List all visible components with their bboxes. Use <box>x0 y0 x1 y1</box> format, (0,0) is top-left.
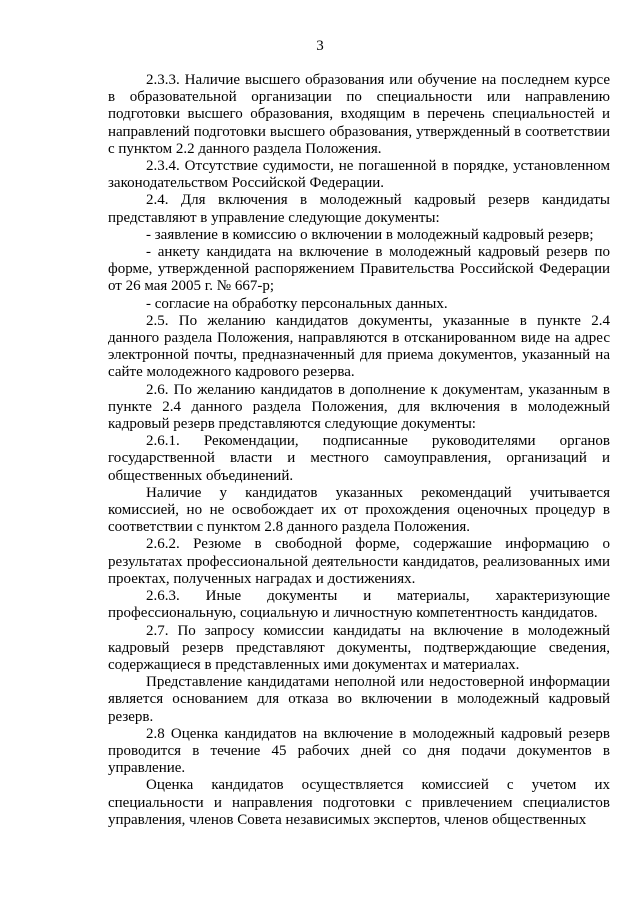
paragraph-2-6-1: 2.6.1. Рекомендации, подписанные руководителями органов государственной власти и местного самоуправления, организаций и общественных объединений. <box>108 433 610 484</box>
paragraph-2-6-2: 2.6.2. Резюме в свободной форме, содержашие информацию о результатах профессиональной деятельности кандидатов, реализованных ими проектах, полученных наградах и достижениях. <box>108 536 610 587</box>
paragraph-2-4: 2.4. Для включения в молодежный кадровый резерв кандидаты представляют в управление следующие документы: <box>108 192 610 226</box>
paragraph-recommendations-note: Наличие у кандидатов указанных рекомендаций учитывается комиссией, но не освобождает их от прохождения оценочных процедур в соответствии с пунктом 2.8 данного раздела Положения. <box>108 484 610 536</box>
paragraph-evaluation: Оценка кандидатов осуществляется комиссией с учетом их специальности и направления подготовки с привлечением специалистов управления, членов Совета независимых экспертов, членов общественных <box>108 777 610 828</box>
list-item-application: - заявление в комиссию о включении в молодежный кадровый резерв; <box>146 226 594 243</box>
list-item-questionnaire: - анкету кандидата на включение в молодежный кадровый резерв по форме, утвержденной распоряжением Правительства Российской Федерации от 26 мая 2005 г. № 667-р; <box>108 244 610 295</box>
paragraph-2-5: 2.5. По желанию кандидатов документы, указанные в пункте 2.4 данного раздела Положения, направляются в отсканированном виде на адрес электронной почты, предназначенный для приема документов, указанный на сайте молодежного кадрового резерва. <box>108 312 610 381</box>
page-number: 3 <box>316 38 324 54</box>
paragraph-2-6: 2.6. По желанию кандидатов в дополнение к документам, указанным в пункте 2.4 данного раздела Положения, для включения в молодежный кадровый резерв представляются следующие документы: <box>108 381 610 433</box>
paragraph-2-8: 2.8 Оценка кандидатов на включение в молодежный кадровый резерв проводится в течение 45 рабочих дней со дня подачи документов в управление. <box>108 725 610 777</box>
paragraph-2-6-3: 2.6.3. Иные документы и материалы, характеризующие профессиональную, социальную и личностную компетентность кандидатов. <box>108 588 610 622</box>
list-item-consent: - согласие на обработку персональных данных. <box>146 295 448 312</box>
document-body <box>108 72 610 829</box>
paragraph-incomplete-info: Представление кандидатами неполной или недостоверной информации является основанием для отказа во включении в молодежный кадровый резерв. <box>108 674 610 725</box>
paragraph-2-3-3: 2.3.3. Наличие высшего образования или обучение на последнем курсе в образовательной организации по специальности или направлению подготовки высшего образования, входящим в перечень специальностей и направлений подготовки высшего образования, утвержденный в соответствии с пунктом 2.2 данного раздела Положения. <box>108 72 610 157</box>
paragraph-2-3-4: 2.3.4. Отсутствие судимости, не погашенной в порядке, установленном законодательством Российской Федерации. <box>108 158 610 192</box>
paragraph-2-7: 2.7. По запросу комиссии кандидаты на включение в молодежный кадровый резерв представляют документы, подтверждающие сведения, содержащиеся в представленных ими документах и материалах. <box>108 622 610 673</box>
